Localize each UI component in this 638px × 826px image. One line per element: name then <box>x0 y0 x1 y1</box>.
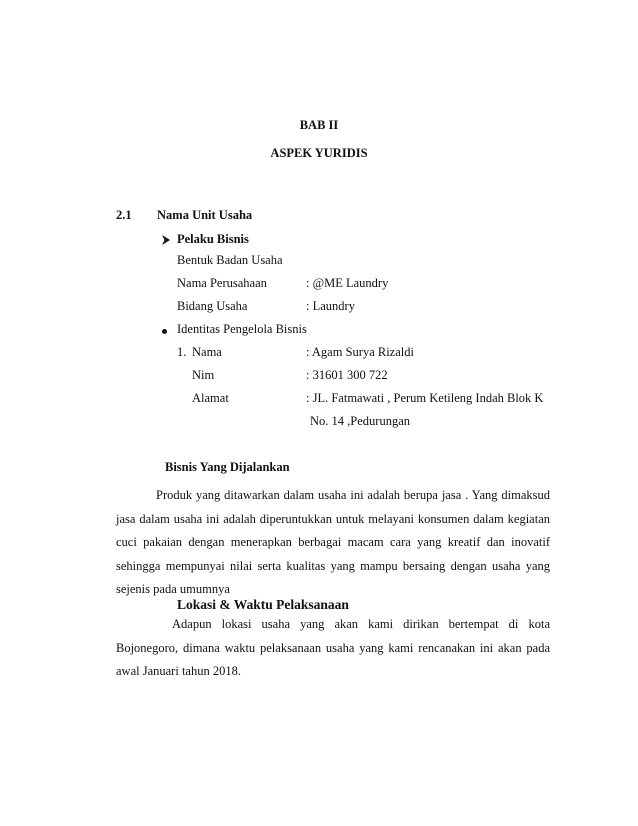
identitas-label: Identitas Pengelola Bisnis <box>177 322 307 336</box>
nim-value: : 31601 300 722 <box>306 368 388 382</box>
bidang-usaha-label: Bidang Usaha <box>177 299 248 313</box>
identitas-number: 1. <box>177 345 187 359</box>
alamat-continuation: No. 14 ,Pedurungan <box>310 414 410 428</box>
lokasi-title: Lokasi & Waktu Pelaksanaan <box>177 597 349 612</box>
alamat-value: : JL. Fatmawati , Perum Ketileng Indah Blok K <box>306 391 544 405</box>
alamat-label: Alamat <box>192 391 229 405</box>
nama-label: Nama <box>192 345 222 359</box>
arrow-bullet-icon <box>160 234 172 246</box>
bentuk-badan-usaha: Bentuk Badan Usaha <box>177 253 283 267</box>
dot-bullet-icon <box>162 329 167 334</box>
chapter-number: BAB II <box>299 118 339 132</box>
nim-label: Nim <box>192 368 215 382</box>
bisnis-paragraph-text: Produk yang ditawarkan dalam usaha ini adalah berupa jasa . Yang dimaksud jasa dalam usaha ini adalah diperuntukkan untuk melayani konsumen dalam kegiatan cuci pakaian dengan menerapkan berbagai macam cara yang kreatif dan inovatif sehingga mempunyai nilai serta kualitas yang mampu bersaing dengan usaha yang sejenis pada umumnya <box>116 488 550 596</box>
pelaku-label: Pelaku Bisnis <box>177 232 249 246</box>
section-number: 2.1 <box>116 208 132 222</box>
lokasi-paragraph-text: Adapun lokasi usaha yang akan kami dirikan bertempat di kota Bojonegoro, dimana waktu pelaksanaan usaha yang kami rencanakan ini akan pada awal Januari tahun 2018. <box>116 617 550 678</box>
chapter-title: ASPEK YURIDIS <box>270 146 368 160</box>
lokasi-paragraph <box>116 613 550 684</box>
bidang-usaha-value: : Laundry <box>306 299 355 313</box>
bisnis-paragraph <box>116 484 550 602</box>
nama-perusahaan-label: Nama Perusahaan <box>177 276 267 290</box>
section-title: Nama Unit Usaha <box>157 208 253 222</box>
nama-perusahaan-value: : @ME Laundry <box>306 276 389 290</box>
nama-value: : Agam Surya Rizaldi <box>306 345 414 359</box>
bisnis-title: Bisnis Yang Dijalankan <box>165 460 290 474</box>
